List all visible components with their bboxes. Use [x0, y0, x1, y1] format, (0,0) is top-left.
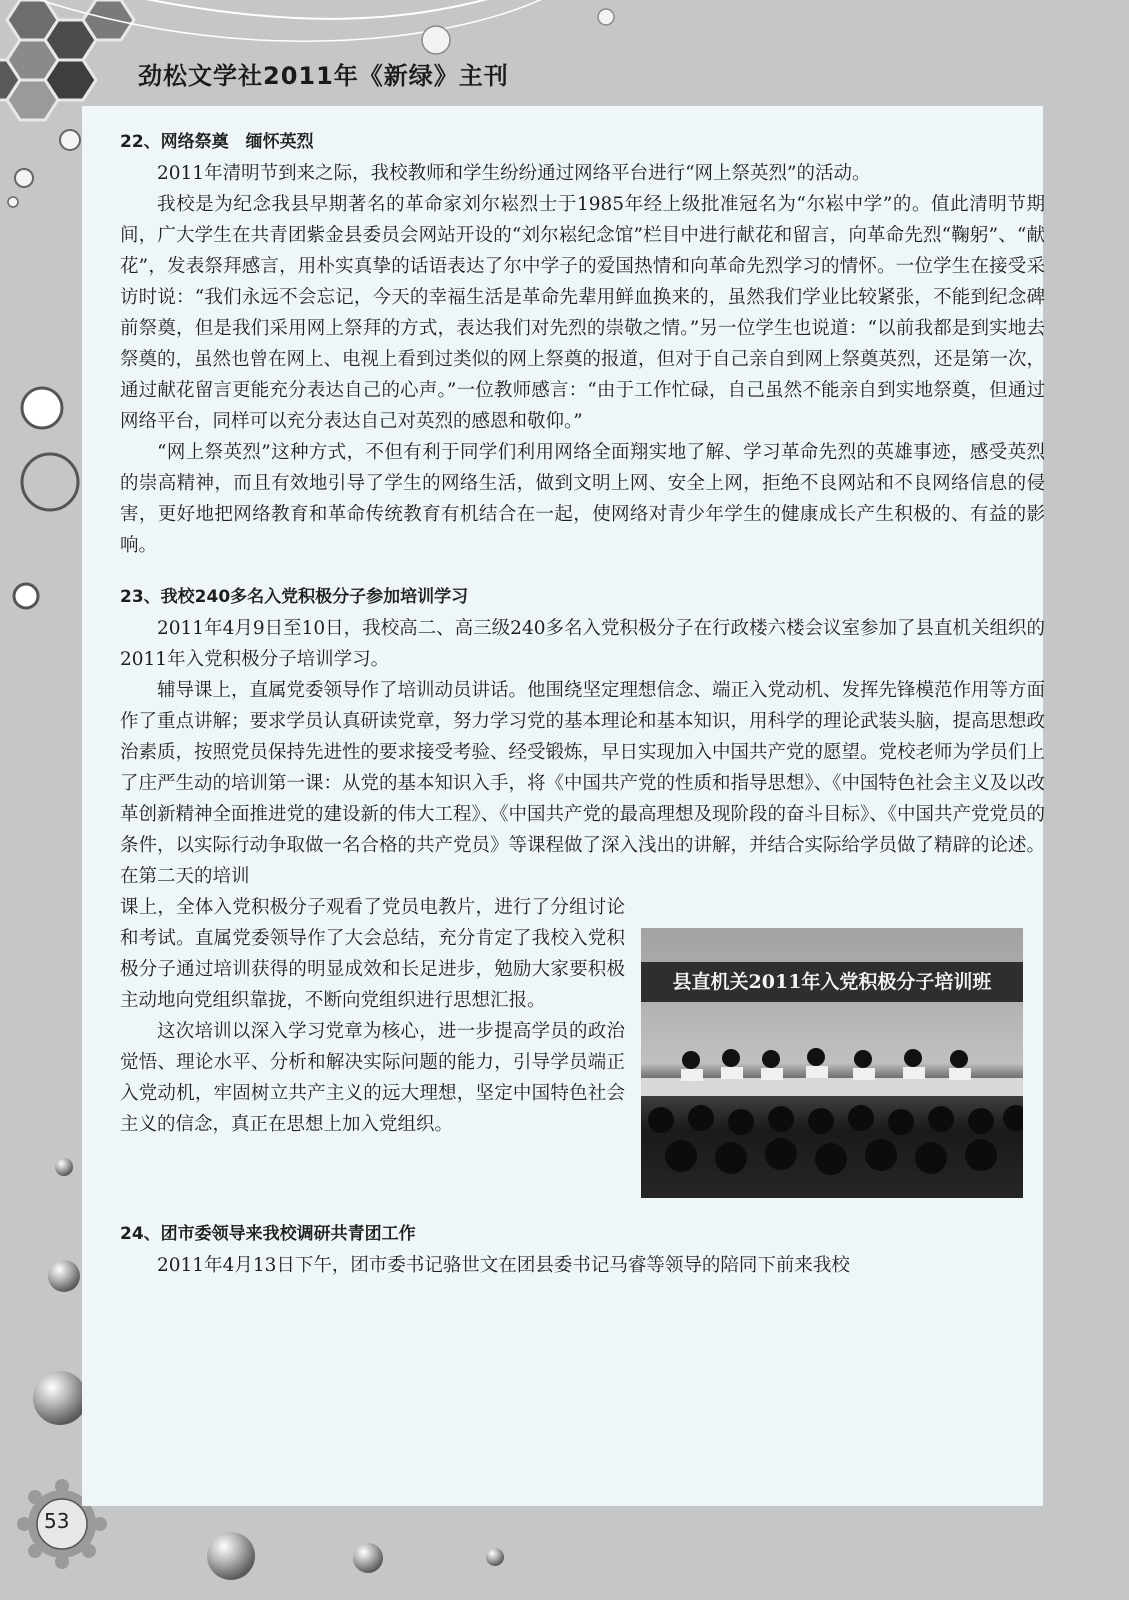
paragraph: 辅导课上，直属党委领导作了培训动员讲话。他围绕坚定理想信念、端正入党动机、发挥先锋模范作用等方面作了重点讲解；要求学员认真研读党章，努力学习党的基本理论和基本知识，用科学的理论武装头脑，提高思想政治素质，按照党员保持先进性的要求接受考验、经受锻炼，早日实现加入中国共产党的愿望。党校老师为学员们上了庄严生动的培训第一课：从党的基本知识入手，将《中国共产党的性质和指导思想》、《中国特色社会主义及以改革创新精神全面推进党的建设新的伟大工程》、《中国共产党的最高理想及现阶段的奋斗目标》、《中国共产党党员的条件，以实际行动争取做一名合格的共产党员》等课程做了深入浅出的讲解，并结合实际给学员做了精辟的论述。在第二天的培训 [120, 680, 1046, 887]
honeycomb-decoration [0, 0, 134, 120]
section-24 [120, 1220, 1045, 1281]
photo-text-block [120, 892, 1045, 1198]
section-title: 24、团市委领导来我校调研共青团工作 [120, 1224, 416, 1244]
training-meeting-photo [641, 928, 1023, 1198]
section-23 [120, 583, 1045, 1198]
paragraph: 2011年清明节到来之际，我校教师和学生纷纷通过网络平台进行“网上祭英烈”的活动。 [157, 163, 871, 184]
paragraph: 2011年4月13日下午，团市委书记骆世文在团县委书记马睿等领导的陪同下前来我校 [157, 1255, 850, 1276]
paragraph: “网上祭英烈”这种方式，不但有利于同学们利用网络全面翔实地了解、学习革命先烈的英雄事迹，感受英烈的崇高精神，而且有效地引导了学生的网络生活，做到文明上网、安全上网，拒绝不良网站和不良网络信息的侵害，更好地把网络教育和革命传统教育有机结合在一起，使网络对青少年学生的健康成长产生积极的、有益的影响。 [120, 442, 1045, 556]
section-title: 22、网络祭奠 缅怀英烈 [120, 132, 314, 152]
photo-banner-text: 县直机关2011年入党积极分子培训班 [641, 962, 1023, 1002]
section-title: 23、我校240多名入党积极分子参加培训学习 [120, 587, 469, 607]
paragraph: 这次培训以深入学习党章为核心，进一步提高学员的政治觉悟、理论水平、分析和解决实际问题的能力，引导学员端正入党动机，牢固树立共产主义的远大理想，坚定中国特色社会主义的信念，真正在思想上加入党组织。 [120, 1021, 625, 1135]
article-content [120, 128, 1045, 1281]
paragraph: 2011年4月9日至10日，我校高二、高三级240多名入党积极分子在行政楼六楼会议室参加了县直机关组织的2011年入党积极分子培训学习。 [120, 618, 1045, 670]
paragraph: 我校是为纪念我县早期著名的革命家刘尔崧烈士于1985年经上级批准冠名为“尔崧中学”的。值此清明节期间，广大学生在共青团紫金县委员会网站开设的“刘尔崧纪念馆”栏目中进行献花和留言，向革命先烈“鞠躬”、“献花”，发表祭拜感言，用朴实真挚的话语表达了尔中学子的爱国热情和向革命先烈学习的情怀。一位学生在接受采访时说：“我们永远不会忘记，今天的幸福生活是革命先辈用鲜血换来的，虽然我们学业比较紧张，不能到纪念碑前祭奠，但是我们采用网上祭拜的方式，表达我们对先烈的崇敬之情。”另一位学生也说道：“以前我都是到实地去祭奠的，虽然也曾在网上、电视上看到过类似的网上祭奠的报道，但对于自己亲自到网上祭奠英烈，还是第一次，通过献花留言更能充分表达自己的心声。”一位教师感言：“由于工作忙碌，自己虽然不能亲自到实地祭奠，但通过网络平台，同样可以充分表达自己对英烈的感恩和敬仰。” [120, 194, 1046, 432]
page-header-title: 劲松文学社2011年《新绿》主刊 [138, 62, 509, 90]
audience-silhouettes [641, 928, 1023, 1198]
paragraph: 课上，全体入党积极分子观看了党员电教片，进行了分组讨论和考试。直属党委领导作了大会总结，充分肯定了我校入党积极分子通过培训获得的明显成效和长足进步，勉励大家要积极主动地向党组织靠拢，不断向党组织进行思想汇报。 [120, 897, 625, 1011]
section-22 [120, 128, 1045, 561]
page-number: 53 [44, 1509, 70, 1533]
photo-side-text [120, 892, 625, 1198]
